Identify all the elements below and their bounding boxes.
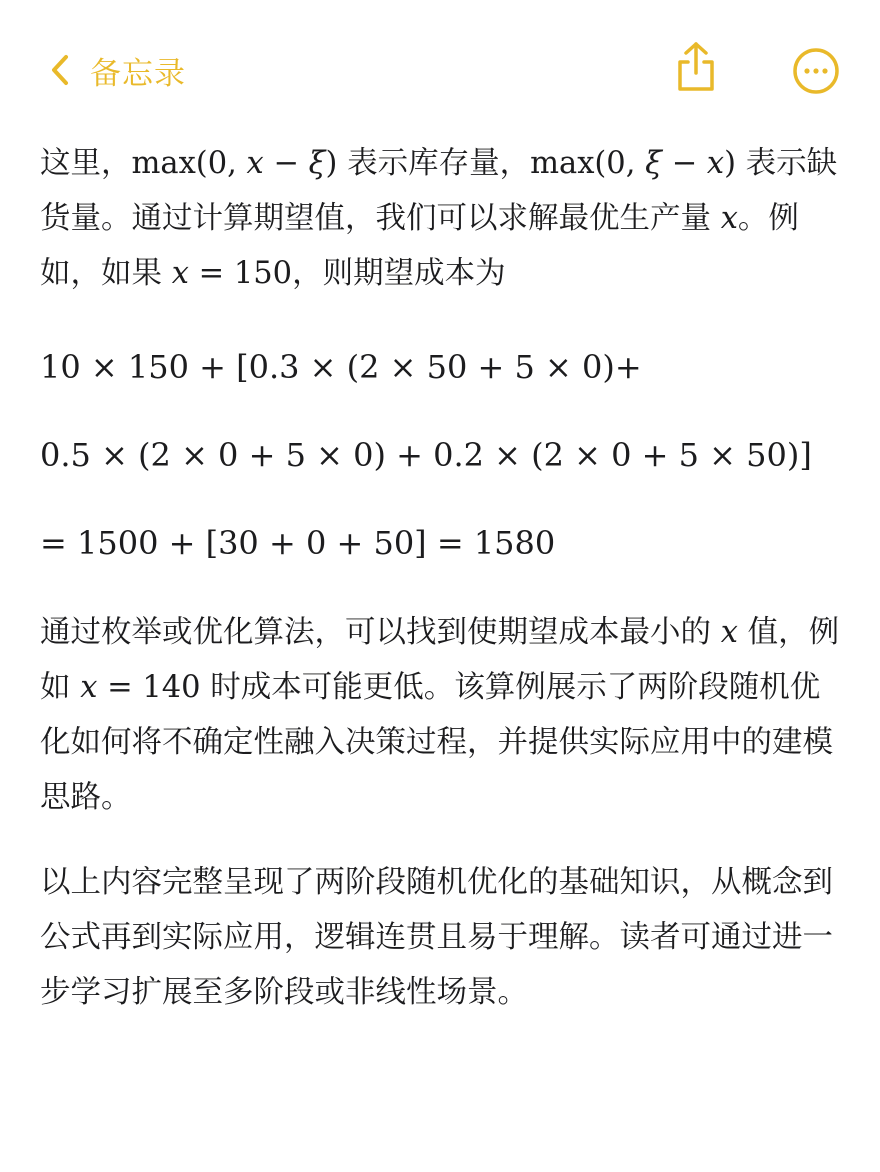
more-button[interactable] (790, 45, 842, 97)
navigation-bar (0, 0, 880, 130)
math-text: max(0, (131, 146, 247, 181)
math-text: max(0, (530, 146, 646, 181)
math-variable: x (80, 670, 98, 705)
back-button[interactable] (50, 46, 186, 94)
math-variable: ξ (645, 146, 662, 181)
text: 值，例如 (40, 615, 840, 705)
text: 时成本可能更低。该算例展示了两阶段随机优化如何将不确定性融入决策过程，并提供实际应用中的建模思路。 (40, 670, 833, 815)
math-variable: x (171, 256, 189, 291)
text: 。例如，如果 (40, 201, 799, 291)
text: 这里， (40, 146, 132, 181)
paragraph-intro (40, 136, 840, 301)
math-text: = 140 (97, 670, 201, 705)
math-variable: x (706, 146, 725, 181)
math-variable: x (720, 201, 738, 236)
math-variable: x (720, 615, 738, 650)
chevron-left-icon (50, 54, 70, 86)
math-text: ) (724, 146, 736, 181)
paragraph-optimization (40, 605, 840, 825)
equation-line-2: 0.5 × (2 × 0 + 5 × 0) + 0.2 × (2 × 0 + 5 × 50)] (40, 436, 812, 474)
share-button[interactable] (672, 40, 720, 96)
text: 表示库存量， (337, 146, 531, 181)
math-text: − (263, 146, 309, 181)
math-variable: ξ (308, 146, 326, 181)
text: ，则期望成本为 (292, 256, 506, 291)
note-body[interactable] (40, 136, 840, 1020)
more-icon (790, 82, 842, 101)
equation-line-1: 10 × 150 + [0.3 × (2 × 50 + 5 × 0)+ (40, 348, 642, 386)
math-text: ) (325, 146, 338, 181)
back-label: 备忘录 (90, 55, 186, 92)
equation-line-3: = 1500 + [30 + 0 + 50] = 1580 (40, 524, 556, 562)
math-text: = 150 (188, 256, 293, 291)
paragraph-summary: 以上内容完整呈现了两阶段随机优化的基础知识，从概念到公式再到实际应用，逻辑连贯且易于理解。读者可通过进一步学习扩展至多阶段或非线性场景。 (40, 865, 833, 1010)
text: 通过枚举或优化算法，可以找到使期望成本最小的 (40, 615, 721, 650)
math-text: − (661, 146, 707, 181)
text: 表示缺货量。通过计算期望值，我们可以求解最优生产量 (40, 146, 838, 236)
share-icon (672, 81, 720, 100)
math-variable: x (246, 146, 264, 181)
